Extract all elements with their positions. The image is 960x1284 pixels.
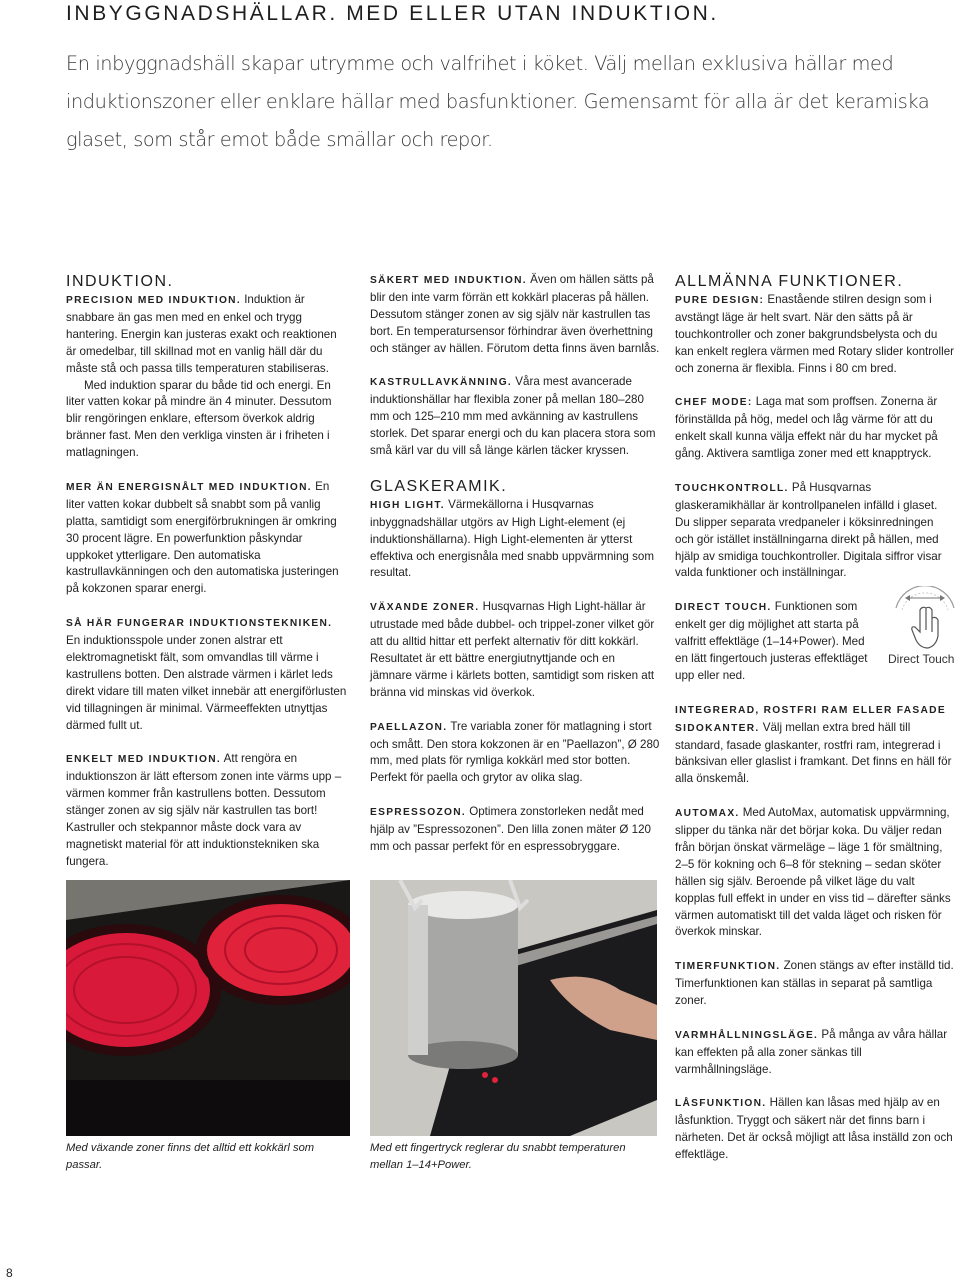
lead-pure-design: PURE DESIGN:	[675, 295, 765, 306]
text-espressozon: Optimera zonstorleken nedåt med hjälp av ”Espressozonen”. Den lilla zonen mäter Ø 120 mm och passar perfekt för en espressobryggare.	[370, 805, 651, 853]
paragraph-precision-cont: Med induktion sparar du både tid och energi. En liter vatten kokar på mindre än 4 minuter. Dessutom blir rengöringen enklare, eftersom överkok aldrig bränner fast. Men den verkliga vinsten är i friheten i matlagningen.	[66, 378, 332, 460]
paragraph-espressozon	[370, 804, 660, 856]
paragraph-timerfunktion	[675, 958, 955, 1010]
text-precision: Induktion är snabbare än gas men med en enkel och trygg hantering. Energin kan justeras exakt och reaktionen är omedelbar, till skillnad mot en vanlig häll där du måste stå och passa tills temperaturen stabiliseras.	[66, 293, 337, 375]
lead-vaxande-zoner: VÄXANDE ZONER.	[370, 602, 480, 614]
caption-photo-2: Med ett fingertryck reglerar du snabbt temperaturen mellan 1–14+Power.	[370, 1142, 626, 1171]
lead-high-light: HIGH LIGHT.	[370, 499, 445, 511]
text-integrerad: Välj mellan extra bred häll till standard, fasade glaskanter, rostfri ram, integrerad i bänksivan eller glaslist i framkant. Det finns en häll för alla önskemål.	[675, 720, 952, 786]
paragraph-enkelt	[66, 751, 348, 870]
intro-paragraph: En inbyggnadshäll skapar utrymme och valfrihet i köket. Välj mellan exklusiva hällar med induktionszoner eller enklare hällar med basfunktioner. Gemensamt för alla är det keramiska glaset, som står emot både smällar och repor.	[66, 52, 930, 151]
lead-espressozon: ESPRESSOZON.	[370, 807, 466, 819]
text-enkelt: Att rengöra en induktionszon är lätt eftersom zonen inte värms upp – värmen kommer från kastrullens botten. Dessutom stänger zonen av sig själv när kastrullen tas bort! Kastruller och stekpannor måste dock vara av magnetiskt material för att induktionstekniken ska fungera.	[66, 752, 342, 868]
text-vaxande-zoner: Husqvarnas High Light-hällar är utrustade med både dubbel- och trippel-zoner vilket gör att du alltid hittar ett perfekt alternativ för ditt kokkärl. Resultatet är ett bättre energiutnyttjande och en jämnare värme i kärlets botten, samtidigt som risken att bränna vid minskas vid överkok.	[370, 600, 655, 699]
lead-sa-har-fungerar: SÅ HÄR FUNGERAR INDUKTIONSTEKNIKEN.	[66, 618, 333, 630]
text-automax: Med AutoMax, automatisk uppvärmning, slipper du tänka när det börjar koka. Du väljer redan från början önskat värmeläge – läge 1 för smältning, 2–5 för kokning och 6–8 för stekning – sedan sköter hällen sig själv. Beroende på vilket läge du valt kopplas full effekt in under en viss tid – därefter sänks värmen automatiskt till det valda läget och risken för överkok minskar.	[675, 806, 951, 939]
lead-direct-touch: DIRECT TOUCH.	[675, 602, 772, 614]
lead-paellazon: PAELLAZON.	[370, 721, 448, 733]
text-touchkontroll: På Husqvarnas glaskeramikhällar är kontrollpanelen infälld i glaset. Du slipper separata vredpaneler i köksinredningen och gör istället inställningarna direkt på hällen, med hjälp av smidiga touchkontroller. Digitala siffror visar valda funktioner och inställningar.	[675, 480, 942, 580]
paragraph-precision	[66, 292, 348, 378]
text-chef-mode: Laga mat som proffsen. Zonerna är förinställda på hög, medel och låg värme för att du enkelt skall kunna välja effekt när du har mycket på gång. Aktivera samtliga zoner med ett knapptryck.	[675, 395, 938, 461]
heading-induktion: INDUKTION.	[66, 273, 174, 290]
lead-energisnalt: MER ÄN ENERGISNÅLT MED INDUKTION.	[66, 481, 312, 493]
paragraph-kastrullavkanning	[370, 374, 660, 460]
caption-photo-1: Med växande zoner finns det alltid ett kokkärl som passar.	[66, 1142, 315, 1171]
lead-timerfunktion: TIMERFUNKTION.	[675, 961, 781, 973]
paragraph-energisnalt	[66, 479, 348, 598]
paragraph-integrerad	[675, 702, 955, 789]
paragraph-pure-design	[675, 292, 955, 378]
paragraph-chef-mode	[675, 394, 955, 463]
column-sakert-glaskeramik	[370, 272, 660, 873]
heading-glaskeramik: GLASKERAMIK.	[370, 477, 508, 495]
lead-lasfunktion: LÅSFUNKTION.	[675, 1098, 767, 1110]
paragraph-paellazon	[370, 719, 660, 788]
page-title: INBYGGNADSHÄLLAR. MED ELLER UTAN INDUKTION.	[66, 2, 719, 25]
paragraph-automax	[675, 805, 955, 941]
paragraph-high-light	[370, 497, 660, 583]
text-sa-har-fungerar: En induktionsspole under zonen alstrar ett elektromagnetiskt fält, som omvandlas till värme i kastrullens botten. Den alstrade värmen i kärlet leds direkt vidare till maten vilket innebär att energiförlusten vid tillagningen är minimal. Värmeeffekten utnyttjas därmed fullt ut.	[66, 634, 347, 732]
lead-varmhallning: VARMHÅLLNINGSLÄGE.	[675, 1029, 819, 1041]
text-lasfunktion: Hällen kan låsas med hjälp av en låsfunktion. Tryggt och säkert när det finns barn i närheten. Det är också möjligt att låsa inställd zon och effektläge.	[675, 1096, 953, 1162]
text-paellazon: Tre variabla zoner för matlagning i stort och smått. Den stora kokzonen är en ”Paellazon”, Ø 280 mm, med plats för rymliga kokkärl med stor botten. Perfekt för paella och grytor av olika slag.	[370, 719, 660, 785]
paragraph-vaxande-zoner	[370, 599, 660, 701]
paragraph-varmhallning	[675, 1027, 955, 1079]
column-allmanna-funktioner	[675, 272, 955, 1181]
paragraph-sa-har-fungerar	[66, 615, 348, 734]
text-sakert: Även om hällen sätts på blir den inte varm förrän ett kokkärl placeras på hällen. Dessutom stänger zonen av sig själv när kastrullen tas bort. En temperatursensor förhindrar även överhettning och stänger av hällen. Förutom detta finns även barnlås.	[370, 273, 660, 355]
photo-hob-red-zones	[66, 880, 350, 1136]
lead-integrerad: INTEGRERAD, ROSTFRI RAM ELLER FASADE SIDOKANTER.	[675, 704, 946, 734]
text-pure-design: Enastående stilren design som i avstängt läge är helt svart. När den sätts på är touchkontroller och zoner bakgrundsbelysta och du kan enkelt reglera värmen med Rotary slider kontroller och zonerna är flexibla. Finns i 80 cm bred.	[675, 293, 955, 375]
page-number: 8	[6, 1266, 13, 1280]
text-energisnalt: En liter vatten kokar dubbelt så snabbt som på vanlig platta, samtidigt som energiförbrukningen är omkring 30 procent lägre. En powerfunktion påskyndar uppkoket ytterligare. Den automatiska kastrullavkänningen och den automatiska justeringen på kokzonen sparar energi.	[66, 479, 339, 596]
paragraph-touchkontroll	[675, 480, 955, 582]
lead-automax: AUTOMAX.	[675, 808, 740, 820]
text-direct-touch: Funktionen som enkelt ger dig möjlighet att starta på valfritt effektläge (1–14+Power). Med en lätt fingertouch justeras effektläget upp eller ned.	[675, 600, 868, 682]
paragraph-sakert	[370, 272, 660, 358]
column-induktion	[66, 272, 348, 888]
text-varmhallning: På många av våra hällar kan effekten på alla zoner sänkas till varmhållningsläge.	[675, 1027, 948, 1076]
lead-touchkontroll: TOUCHKONTROLL.	[675, 482, 789, 494]
text-kastrullavkanning: Våra mest avancerade induktionshällar har flexibla zoner på mellan 180–280 mm och 125–210 mm med avkänning av kastrullens storlek. Det sparar energi och du kan placera stora som små kärl var du vill så länge kärlen täcker kryssen.	[370, 375, 656, 458]
text-high-light: Värmekällorna i Husqvarnas inbyggnadshällar utgörs av High Light-element (ej induktionshällarna). High Light-elementen är ytterst effektiva och energisnåla med snabb uppvärmning som resultat.	[370, 497, 655, 580]
lead-enkelt: ENKELT MED INDUKTION.	[66, 754, 222, 766]
paragraph-direct-touch	[675, 599, 873, 685]
lead-sakert: SÄKERT MED INDUKTION.	[370, 275, 527, 286]
heading-allmanna-funktioner: ALLMÄNNA FUNKTIONER.	[675, 273, 904, 290]
lead-chef-mode: CHEF MODE:	[675, 397, 753, 409]
lead-precision: PRECISION MED INDUKTION.	[66, 295, 241, 306]
lead-kastrullavkanning: KASTRULLAVKÄNNING.	[370, 377, 513, 389]
paragraph-lasfunktion	[675, 1095, 955, 1164]
photo-pot-induction	[370, 880, 657, 1136]
text-timerfunktion: Zonen stängs av efter inställd tid. Timerfunktionen kan ställas in separat på samtliga zoner.	[675, 959, 954, 1008]
direct-touch-label: Direct Touch	[888, 652, 955, 666]
